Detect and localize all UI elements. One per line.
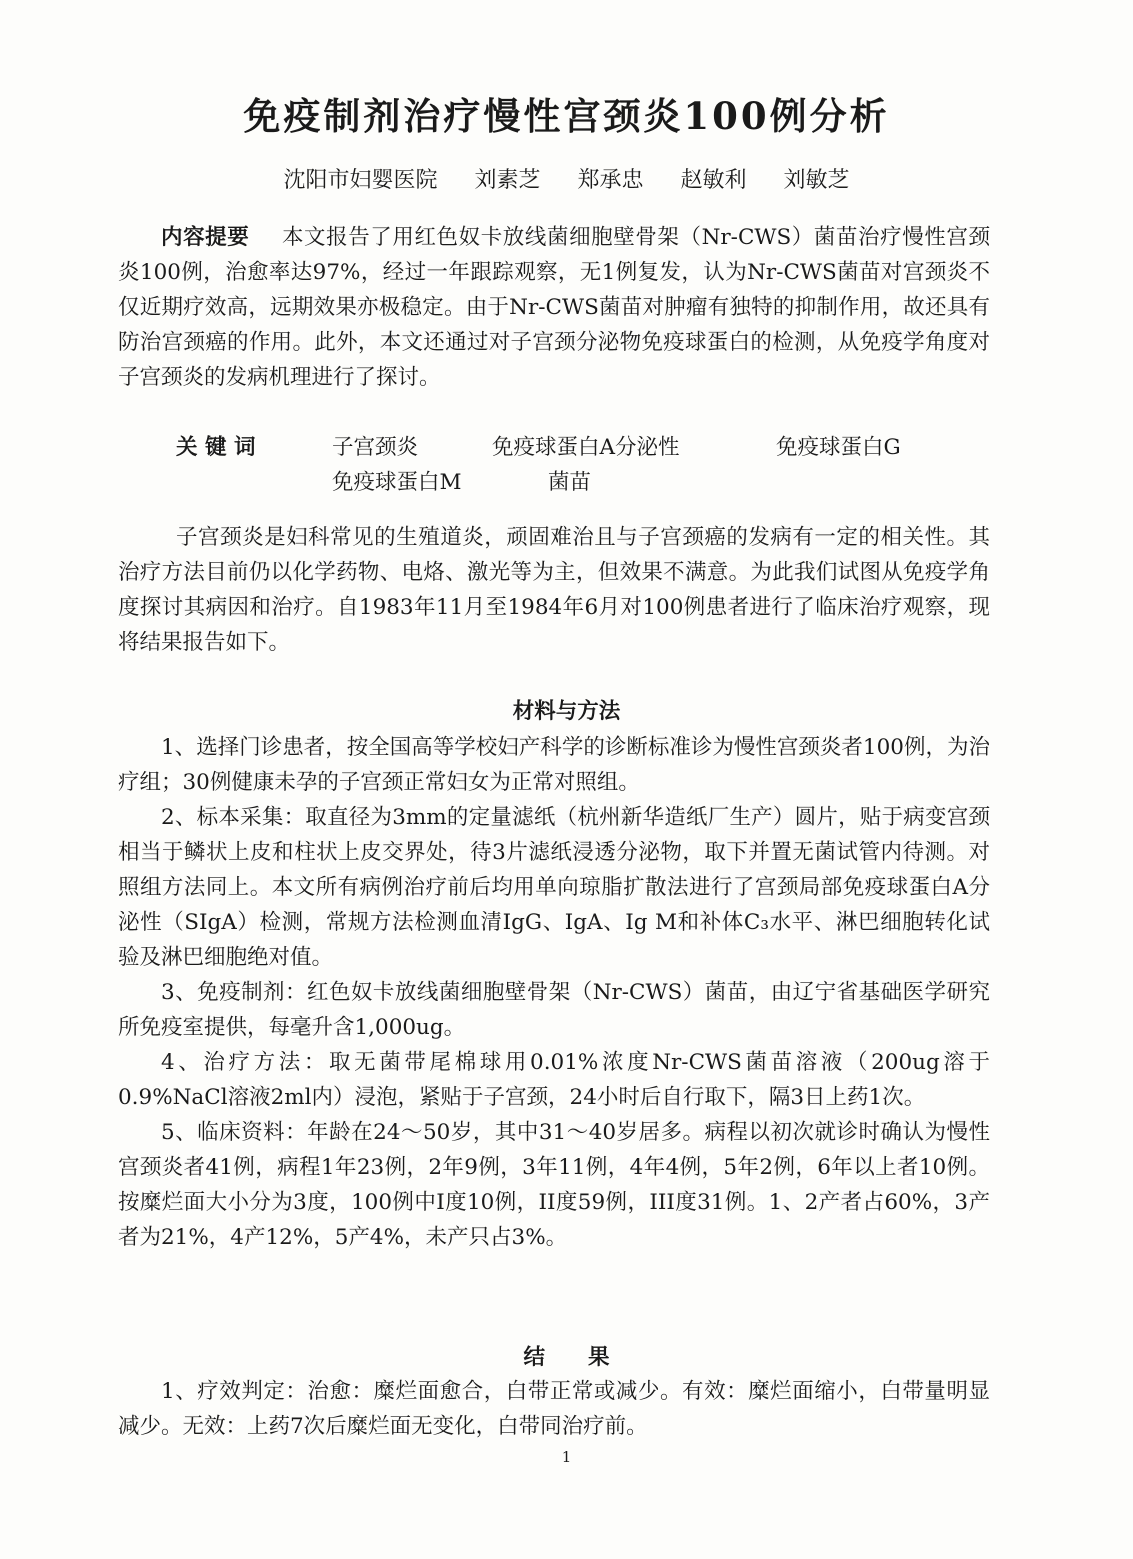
affiliation: 沈阳市妇婴医院 [283, 168, 438, 193]
abstract-text: 本文报告了用红色奴卡放线菌细胞壁骨架（Nr-CWS）菌苗治疗慢性宫颈炎100例，治愈率达97%，经过一年跟踪观察，无1例复发，认为Nr-CWS菌苗对宫颈炎不仅近期疗效高，远期效果亦极稳定。由于Nr-CWS菌苗对肿瘤有独特的抑制作用，故还具有防治宫颈癌的作用。此外，本文还通过对子宫颈分泌物免疫球蛋白的检测，从免疫学角度对子宫颈炎的发病机理进行了探讨。 [118, 225, 990, 390]
page-number: 1 [561, 1448, 572, 1466]
author-line [0, 162, 1133, 200]
author-name: 刘素芝 [474, 168, 541, 193]
author-name: 刘敏芝 [783, 168, 850, 193]
keyword: 子宫颈炎 [332, 435, 419, 460]
author-name: 郑承忠 [577, 168, 644, 193]
keyword: 免疫球蛋白M [332, 470, 462, 495]
paper-title: 免疫制剂治疗慢性宫颈炎100例分析 [243, 94, 890, 138]
keyword: 免疫球蛋白G [776, 435, 901, 460]
author-name: 赵敏利 [680, 168, 747, 193]
keywords-label: 关 键 词 [176, 435, 256, 460]
methods-item: 5、临床资料：年龄在24～50岁，其中31～40岁居多。病程以初次就诊时确认为慢性宫颈炎者41例，病程1年23例，2年9例，3年11例，4年4例，5年2例，6年以上者10例。按糜烂面大小分为3度，100例中I度10例，II度59例，III度31例。1、2产者占60%，3产者为21%，4产12%，5产4%，未产只占3%。 [118, 1120, 990, 1250]
methods-body [118, 730, 990, 1255]
keywords-row-1 [176, 430, 901, 465]
abstract [118, 220, 990, 395]
methods-item: 1、选择门诊患者，按全国高等学校妇产科学的诊断标准诊为慢性宫颈炎者100例，为治疗组；30例健康未孕的子宫颈正常妇女为正常对照组。 [118, 735, 990, 795]
methods-item: 3、免疫制剂：红色奴卡放线菌细胞壁骨架（Nr-CWS）菌苗，由辽宁省基础医学研究所免疫室提供，每毫升含1,000ug。 [118, 980, 990, 1040]
keyword: 菌苗 [548, 470, 592, 495]
introduction [118, 520, 990, 660]
results-body [118, 1374, 990, 1444]
intro-paragraph: 子宫颈炎是妇科常见的生殖道炎，顽固难治且与子宫颈癌的发病有一定的相关性。其治疗方法目前仍以化学药物、电烙、激光等为主，但效果不满意。为此我们试图从免疫学角度探讨其病因和治疗。自1983年11月至1984年6月对100例患者进行了临床治疗观察，现将结果报告如下。 [118, 525, 990, 655]
section-heading-methods: 材料与方法 [512, 699, 621, 724]
keyword: 免疫球蛋白A分泌性 [492, 435, 680, 460]
abstract-label: 内容提要 [161, 225, 250, 250]
methods-item: 2、标本采集：取直径为3mm的定量滤纸（杭州新华造纸厂生产）圆片，贴于病变宫颈相当于鳞状上皮和柱状上皮交界处，待3片滤纸浸透分泌物，取下并置无菌试管内待测。对照组方法同上。本文所有病例治疗前后均用单向琼脂扩散法进行了宫颈局部免疫球蛋白A分泌性（SIgA）检测，常规方法检测血清IgG、IgA、Ig M和补体C₃水平、淋巴细胞转化试验及淋巴细胞绝对值。 [118, 805, 990, 970]
section-heading-results: 结 果 [523, 1345, 610, 1370]
methods-item: 4、治疗方法：取无菌带尾棉球用0.01%浓度Nr-CWS菌苗溶液（200ug溶于0.9%NaCl溶液2ml内）浸泡，紧贴于子宫颈，24小时后自行取下，隔3日上药1次。 [118, 1050, 990, 1110]
results-item: 1、疗效判定：治愈：糜烂面愈合，白带正常或减少。有效：糜烂面缩小，白带量明显减少。无效：上药7次后糜烂面无变化，白带同治疗前。 [118, 1379, 990, 1439]
keywords-row-2 [332, 465, 591, 500]
